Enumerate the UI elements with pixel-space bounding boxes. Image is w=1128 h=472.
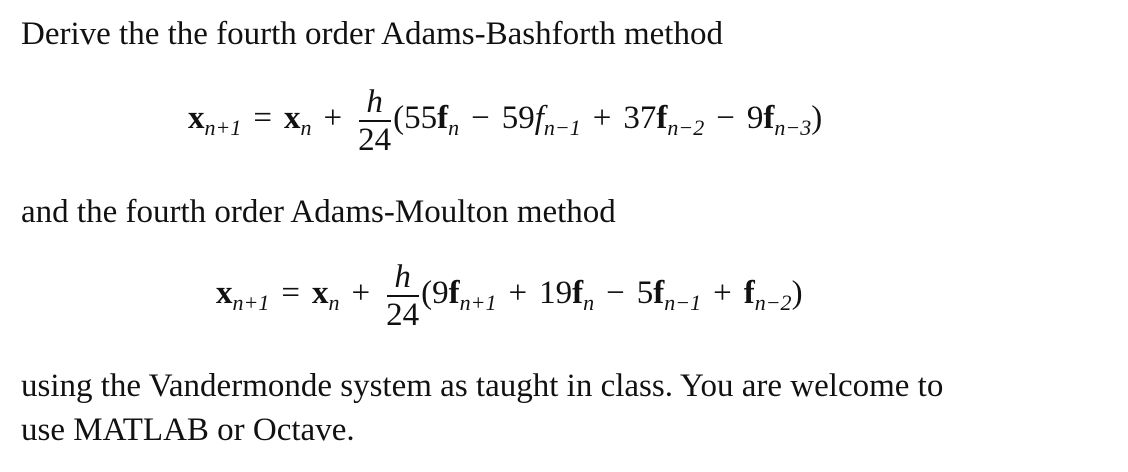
middle-text: and the fourth order Adams-Moulton method <box>21 194 616 230</box>
ab-lhs: $x_{n+1}$ <box>188 100 242 141</box>
ab-rhs-x: $x_n$ <box>283 100 312 141</box>
am-plus: + <box>351 275 371 312</box>
closing-text <box>21 364 943 452</box>
adams-moulton-equation <box>216 257 803 331</box>
closing-line-1: using the Vandermonde system as taught in class. You are welcome to <box>21 368 944 404</box>
adams-bashforth-equation <box>188 82 822 156</box>
am-equals: = <box>281 275 300 312</box>
ab-equals: = <box>253 100 272 137</box>
ab-fraction: $\frac{h}{24}$ <box>358 84 392 158</box>
closing-line-2: use MATLAB or Octave. <box>21 412 355 448</box>
intro-text: Derive the the fourth order Adams-Bashforth method <box>21 16 723 52</box>
ab-bracket-terms: $(55f_n - 59f_{n-1} + 37f_{n-2} - 9f_{n-3})$ <box>393 100 823 141</box>
am-bracket-terms: $(9f_{n+1} + 19f_n - 5f_{n-1} + f_{n-2})$ <box>421 275 803 316</box>
am-fraction: $\frac{h}{24}$ <box>386 259 420 333</box>
ab-plus: + <box>323 100 343 137</box>
am-lhs: $x_{n+1}$ <box>216 275 270 316</box>
am-rhs-x: $x_n$ <box>311 275 340 316</box>
